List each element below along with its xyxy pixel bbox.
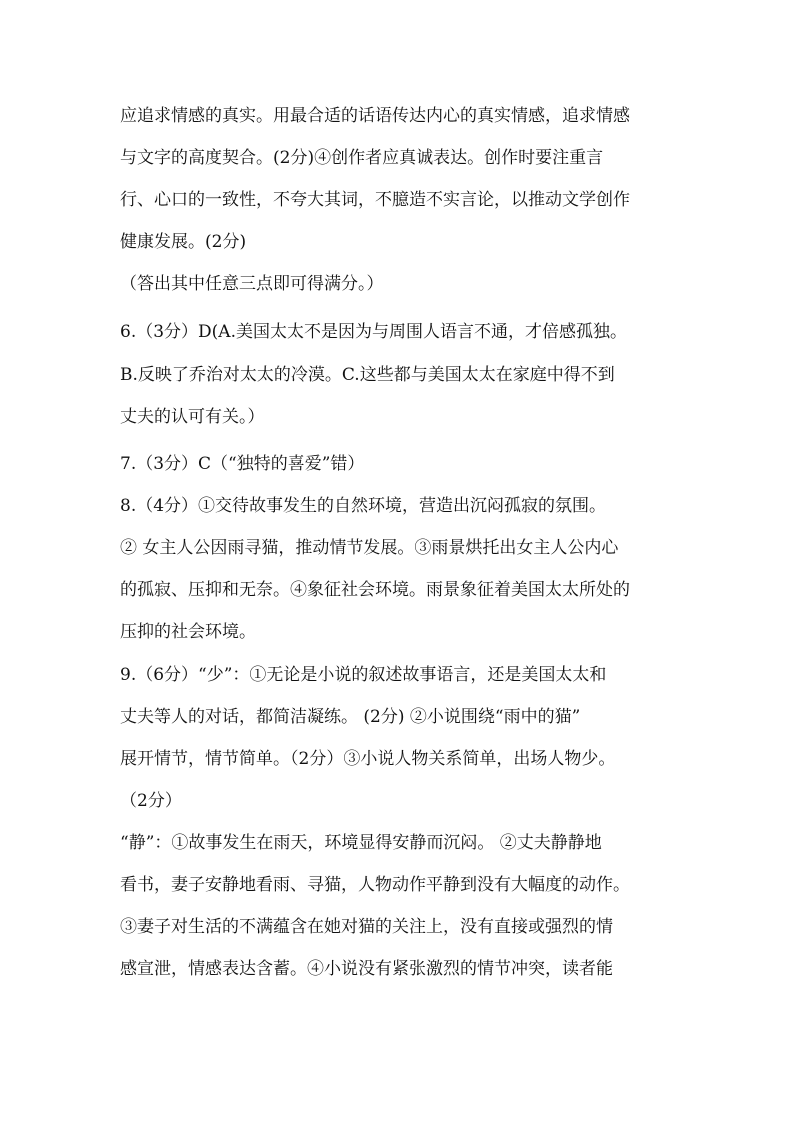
text-line: 压抑的社会环境。 (120, 622, 256, 642)
text-line: ③妻子对生活的不满蕴含在她对猫的关注上，没有直接或强烈的情 (120, 917, 613, 937)
text-line: 丈夫的认可有关。） (120, 407, 265, 427)
question-6-line: 6.（3分）D(A.美国太太不是因为与周围人语言不通，才倍感孤独。 (120, 322, 627, 342)
text-line: 的孤寂、压抑和无奈。④象征社会环境。雨景象征着美国太太所处的 (120, 580, 630, 600)
text-line: 行、心口的一致性，不夸大其词，不臆造不实言论，以推动文学创作 (120, 190, 630, 210)
text-line: 看书，妻子安静地看雨、寻猫，人物动作平静到没有大幅度的动作。 (120, 875, 630, 895)
text-line: 应追求情感的真实。用最合适的话语传达内心的真实情感，追求情感 (120, 106, 630, 126)
text-line: ② 女主人公因雨寻猫，推动情节发展。③雨景烘托出女主人公内心 (120, 538, 619, 558)
text-line: 展开情节，情节简单。（2分）③小说人物关系简单，出场人物少。 (120, 749, 616, 769)
text-line: （答出其中任意三点即可得满分。） (120, 274, 384, 294)
text-line: 与文字的高度契合。(2分)④创作者应真诚表达。创作时要注重言 (120, 148, 604, 168)
text-line: “静”：①故事发生在雨天，环境显得安静而沉闷。 ②丈夫静静地 (120, 833, 602, 853)
text-line: （2分） (120, 791, 182, 811)
text-line: 健康发展。(2分) (120, 232, 247, 252)
question-8-line: 8.（4分）①交待故事发生的自然环境，营造出沉闷孤寂的氛围。 (120, 496, 607, 516)
text-line: B.反映了乔治对太太的冷漠。C.这些都与美国太太在家庭中得不到 (120, 365, 615, 385)
text-line: 丈夫等人的对话，都简洁凝练。 (2分) ②小说围绕“雨中的猫” (120, 707, 581, 727)
question-7-line: 7.（3分）C（“独特的喜爱”错） (120, 454, 365, 474)
question-9-line: 9.（6分）“少”：①无论是小说的叙述故事语言，还是美国太太和 (120, 665, 607, 685)
text-line: 感宣泄，情感表达含蓄。④小说没有紧张激烈的情节冲突，读者能 (120, 959, 613, 979)
